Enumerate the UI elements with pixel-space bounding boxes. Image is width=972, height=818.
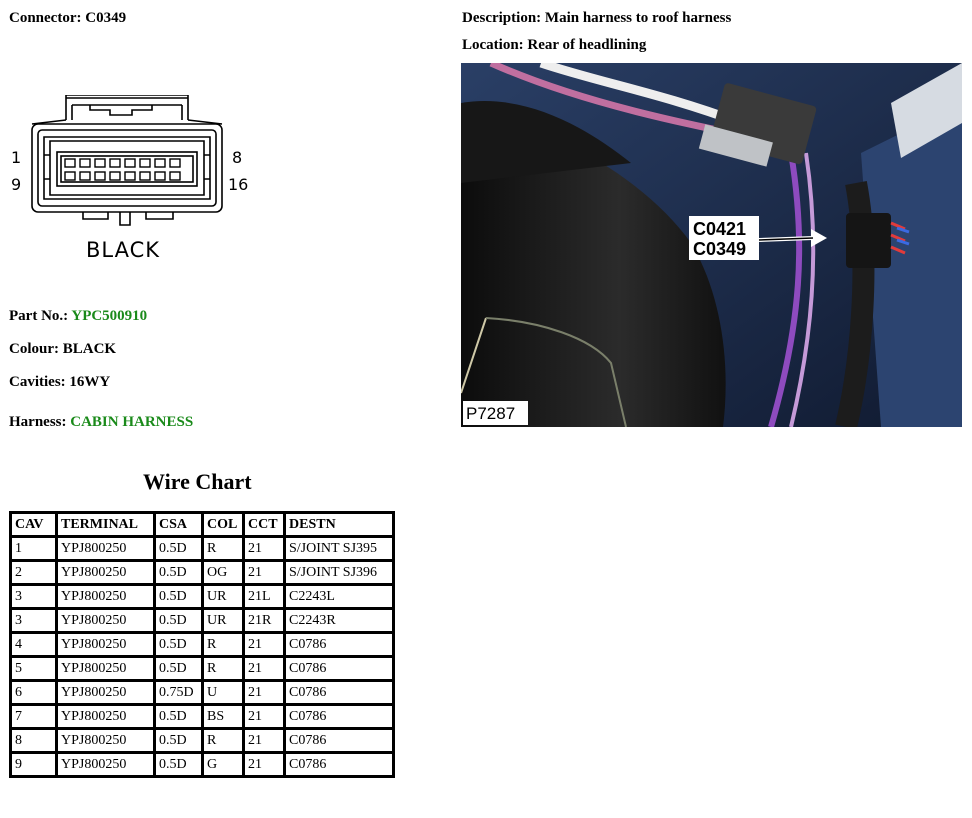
cell-destn: C0786 (285, 657, 394, 681)
cell-cct: 21R (244, 609, 285, 633)
cell-csa: 0.5D (155, 729, 203, 753)
cell-csa: 0.5D (155, 633, 203, 657)
cell-destn: C0786 (285, 705, 394, 729)
cell-destn: S/JOINT SJ395 (285, 537, 394, 561)
cell-destn: C2243L (285, 585, 394, 609)
cell-csa: 0.75D (155, 681, 203, 705)
cell-col: R (203, 633, 244, 657)
table-row (11, 537, 394, 561)
cell-csa: 0.5D (155, 561, 203, 585)
table-row (11, 633, 394, 657)
description-value: Main harness to roof harness (544, 10, 732, 26)
callout-c0421: C0421 (693, 219, 747, 239)
table-row (11, 681, 394, 705)
cell-col: OG (203, 561, 244, 585)
wire-chart-header-row (11, 513, 394, 537)
cell-cav: 1 (11, 537, 57, 561)
cell-csa: 0.5D (155, 657, 203, 681)
cell-destn: S/JOINT SJ396 (285, 561, 394, 585)
cell-cct: 21L (244, 585, 285, 609)
part-number-label: Part No.: (9, 308, 69, 324)
pin-number-8: 8 (232, 148, 243, 167)
cell-col: R (203, 537, 244, 561)
latch-key (90, 105, 152, 115)
cell-terminal: YPJ800250 (57, 585, 155, 609)
colour-line (9, 341, 116, 358)
connector-color-label: BLACK (86, 238, 161, 262)
pin-row-bottom (65, 172, 180, 180)
cell-cav: 3 (11, 609, 57, 633)
cell-csa: 0.5D (155, 585, 203, 609)
cell-terminal: YPJ800250 (57, 633, 155, 657)
cell-terminal: YPJ800250 (57, 729, 155, 753)
cell-cav: 8 (11, 729, 57, 753)
cell-terminal: YPJ800250 (57, 561, 155, 585)
table-row (11, 657, 394, 681)
cell-cct: 21 (244, 705, 285, 729)
description-line (462, 10, 731, 27)
part-number-line (9, 308, 147, 325)
cell-col: UR (203, 585, 244, 609)
cell-cct: 21 (244, 657, 285, 681)
cavities-line (9, 374, 110, 391)
cell-cct: 21 (244, 681, 285, 705)
cell-col: U (203, 681, 244, 705)
cell-terminal: YPJ800250 (57, 753, 155, 777)
harness-value[interactable]: CABIN HARNESS (70, 414, 194, 430)
pin-number-1: 1 (11, 148, 22, 167)
cell-destn: C0786 (285, 753, 394, 777)
header-col: COL (203, 513, 244, 537)
cell-col: R (203, 657, 244, 681)
cell-csa: 0.5D (155, 753, 203, 777)
table-row (11, 705, 394, 729)
location-value: Rear of headlining (527, 37, 647, 53)
cell-col: G (203, 753, 244, 777)
colour-label: Colour: (9, 341, 59, 357)
pin-row-top (65, 159, 180, 167)
colour-value: BLACK (62, 341, 117, 357)
cell-terminal: YPJ800250 (57, 681, 155, 705)
cell-cct: 21 (244, 537, 285, 561)
connector-id: C0349 (85, 10, 127, 26)
cell-cav: 9 (11, 753, 57, 777)
cell-destn: C0786 (285, 633, 394, 657)
cell-terminal: YPJ800250 (57, 657, 155, 681)
cell-destn: C0786 (285, 681, 394, 705)
cell-terminal: YPJ800250 (57, 705, 155, 729)
wire-chart-title: Wire Chart (143, 469, 252, 494)
cell-terminal: YPJ800250 (57, 609, 155, 633)
pin-number-9: 9 (11, 175, 22, 194)
location-line (462, 37, 646, 54)
cell-cav: 4 (11, 633, 57, 657)
wire-chart-table (9, 511, 395, 778)
table-row (11, 561, 394, 585)
cell-cav: 2 (11, 561, 57, 585)
connector-face-diagram (28, 95, 228, 230)
cell-col: BS (203, 705, 244, 729)
header-destn: DESTN (285, 513, 394, 537)
table-row (11, 753, 394, 777)
description-label: Description: (462, 10, 542, 26)
table-row (11, 729, 394, 753)
cell-col: R (203, 729, 244, 753)
cell-destn: C0786 (285, 729, 394, 753)
cavities-value: 16WY (69, 374, 111, 390)
photo-ref: P7287 (466, 404, 516, 423)
cell-cct: 21 (244, 561, 285, 585)
cell-destn: C2243R (285, 609, 394, 633)
harness-line (9, 414, 193, 431)
cell-csa: 0.5D (155, 609, 203, 633)
header-cav: CAV (11, 513, 57, 537)
cell-cct: 21 (244, 753, 285, 777)
table-row (11, 585, 394, 609)
header-csa: CSA (155, 513, 203, 537)
cell-cct: 21 (244, 729, 285, 753)
part-number-value[interactable]: YPC500910 (71, 308, 148, 324)
cell-cav: 6 (11, 681, 57, 705)
location-label: Location: (462, 37, 524, 53)
cell-cct: 21 (244, 633, 285, 657)
pin-number-16: 16 (228, 175, 249, 194)
cell-cav: 5 (11, 657, 57, 681)
cell-cav: 3 (11, 585, 57, 609)
cell-cav: 7 (11, 705, 57, 729)
cavities-label: Cavities: (9, 374, 66, 390)
cell-csa: 0.5D (155, 537, 203, 561)
callout-c0349: C0349 (693, 239, 747, 259)
table-row (11, 609, 394, 633)
photo-illustration (461, 63, 962, 427)
cell-col: UR (203, 609, 244, 633)
harness-label: Harness: (9, 414, 67, 430)
location-photo (461, 63, 962, 427)
header-terminal: TERMINAL (57, 513, 155, 537)
header-cct: CCT (244, 513, 285, 537)
cell-terminal: YPJ800250 (57, 537, 155, 561)
connector-label: Connector: (9, 10, 82, 26)
connector-title (9, 10, 126, 27)
cell-csa: 0.5D (155, 705, 203, 729)
